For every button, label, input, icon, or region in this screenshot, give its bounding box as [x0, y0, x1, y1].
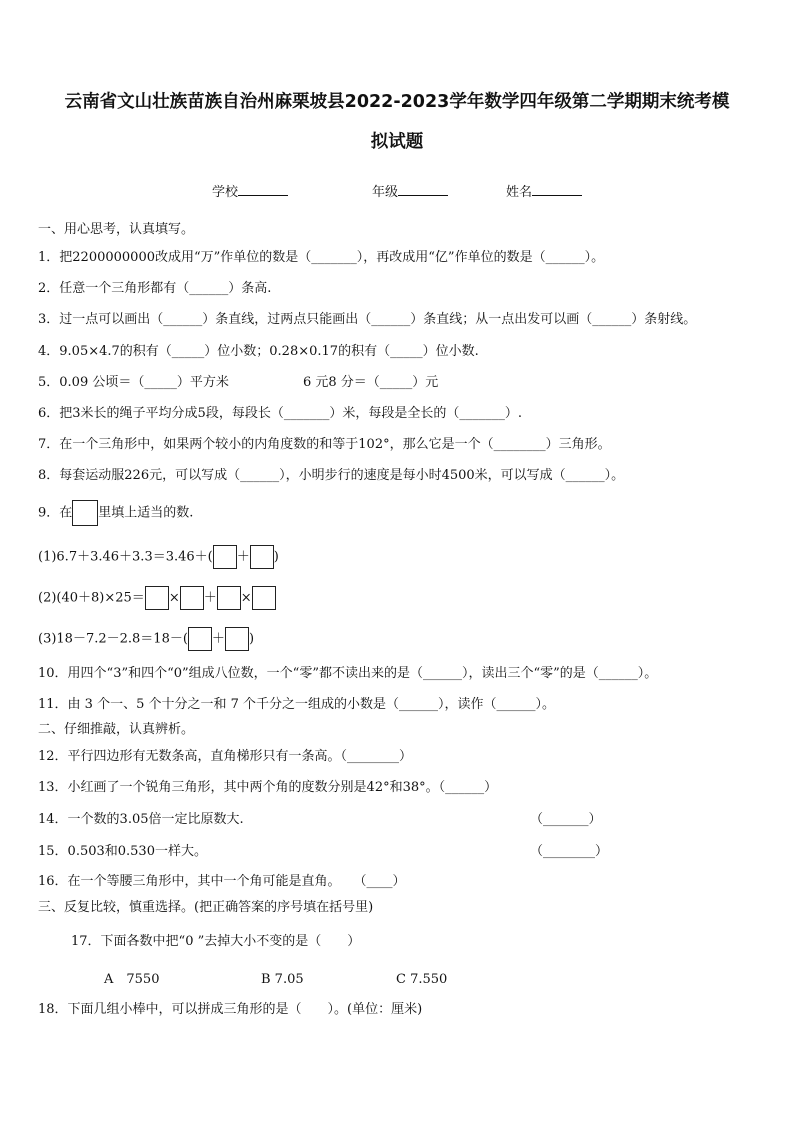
question-5b: 6 元8 分＝（_____）元	[303, 375, 439, 390]
question-4: 4．9.05×4.7的积有（_____）位小数；0.28×0.17的积有（_____）位小数.	[38, 344, 479, 359]
question-17-option-a[interactable]: A 7550	[104, 972, 160, 987]
answer-box[interactable]	[188, 627, 212, 651]
grade-label: 年级	[372, 185, 399, 200]
question-8: 8．每套运动服226元，可以写成（______），小明步行的速度是每小时4500米，可以写成（______）。	[38, 468, 625, 483]
plus-sign: ＋	[211, 631, 225, 647]
question-2: 2．任意一个三角形都有（______）条高.	[38, 281, 272, 296]
school-label: 学校	[212, 185, 239, 200]
grade-field	[372, 181, 448, 200]
school-blank	[238, 182, 288, 196]
section-1-heading: 一、用心思考，认真填写。	[38, 222, 195, 237]
name-label: 姓名	[506, 185, 533, 200]
question-17-option-c[interactable]: C 7.550	[396, 972, 448, 987]
times-sign: ×	[240, 590, 252, 606]
question-9-3	[38, 627, 254, 651]
question-17-option-b[interactable]: B 7.05	[261, 972, 304, 987]
answer-box[interactable]	[252, 586, 276, 610]
name-blank	[532, 182, 582, 196]
question-9-2	[38, 586, 276, 610]
plus-sign: ＋	[203, 590, 217, 606]
answer-box[interactable]	[225, 627, 249, 651]
question-9-suffix: 里填上适当的数.	[98, 505, 194, 521]
question-9-prefix: 9．在	[38, 505, 73, 521]
section-3-heading: 三、反复比较，慎重选择。(把正确答案的序号填在括号里)	[38, 900, 374, 915]
plus-sign: ＋	[236, 549, 250, 565]
document-title-line2: 拟试题	[370, 132, 424, 152]
question-13: 13．小红画了一个锐角三角形，其中两个角的度数分别是42°和38°。（______）	[38, 780, 498, 795]
question-14: 14．一个数的3.05倍一定比原数大.	[38, 812, 244, 827]
question-9-1	[38, 545, 279, 569]
question-18: 18．下面几组小棒中，可以拼成三角形的是（ ）。(单位：厘米)	[38, 1002, 423, 1017]
question-14-answer: （_______）	[530, 812, 602, 827]
question-15-answer: （________）	[530, 844, 609, 859]
question-17: 17．下面各数中把“0 ”去掉大小不变的是（ ）	[71, 934, 361, 949]
question-10: 10．用四个“3”和四个“0”组成八位数，一个“零”都不读出来的是（______），读出三个“零”的是（______）。	[38, 666, 658, 681]
question-12: 12．平行四边形有无数条高，直角梯形只有一条高。（________）	[38, 749, 413, 764]
answer-box[interactable]	[72, 500, 98, 526]
question-7: 7．在一个三角形中，如果两个较小的内角度数的和等于102°，那么它是一个（________）三角形。	[38, 437, 611, 452]
question-9-3-text: (3)18－7.2－2.8＝18－(	[38, 631, 188, 647]
answer-box[interactable]	[217, 586, 241, 610]
question-15: 15．0.503和0.530一样大。	[38, 844, 207, 859]
document-title-line1: 云南省文山壮族苗族自治州麻栗坡县2022-2023学年数学四年级第二学期期末统考模	[64, 92, 730, 112]
question-9-1-text: (1)6.7＋3.46＋3.3＝3.46＋(	[38, 549, 213, 565]
section-2-heading: 二、仔细推敲，认真辨析。	[38, 722, 195, 737]
grade-blank	[398, 182, 448, 196]
answer-box[interactable]	[250, 545, 274, 569]
question-3: 3．过一点可以画出（______）条直线，过两点只能画出（______）条直线；从一点出发可以画（______）条射线。	[38, 312, 697, 327]
times-sign: ×	[168, 590, 180, 606]
school-field	[212, 181, 288, 200]
name-field	[506, 181, 582, 200]
question-6: 6．把3米长的绳子平均分成5段，每段长（_______）米，每段是全长的（_______）.	[38, 406, 522, 421]
question-5a: 5．0.09 公顷＝（_____）平方米	[38, 375, 229, 390]
question-11: 11．由 3 个一、5 个十分之一和 7 个千分之一组成的小数是（______），读作（______）。	[38, 697, 556, 712]
close-paren: )	[248, 631, 255, 647]
answer-box[interactable]	[180, 586, 204, 610]
question-9	[38, 500, 193, 526]
close-paren: )	[273, 549, 279, 565]
question-9-2-text: (2)(40＋8)×25＝	[38, 590, 145, 606]
question-1: 1．把2200000000改成用“万”作单位的数是（_______），再改成用“亿”作单位的数是（______）。	[38, 250, 605, 265]
question-16: 16．在一个等腰三角形中，其中一个角可能是直角。 （____）	[38, 874, 406, 889]
answer-box[interactable]	[213, 545, 237, 569]
answer-box[interactable]	[145, 586, 169, 610]
